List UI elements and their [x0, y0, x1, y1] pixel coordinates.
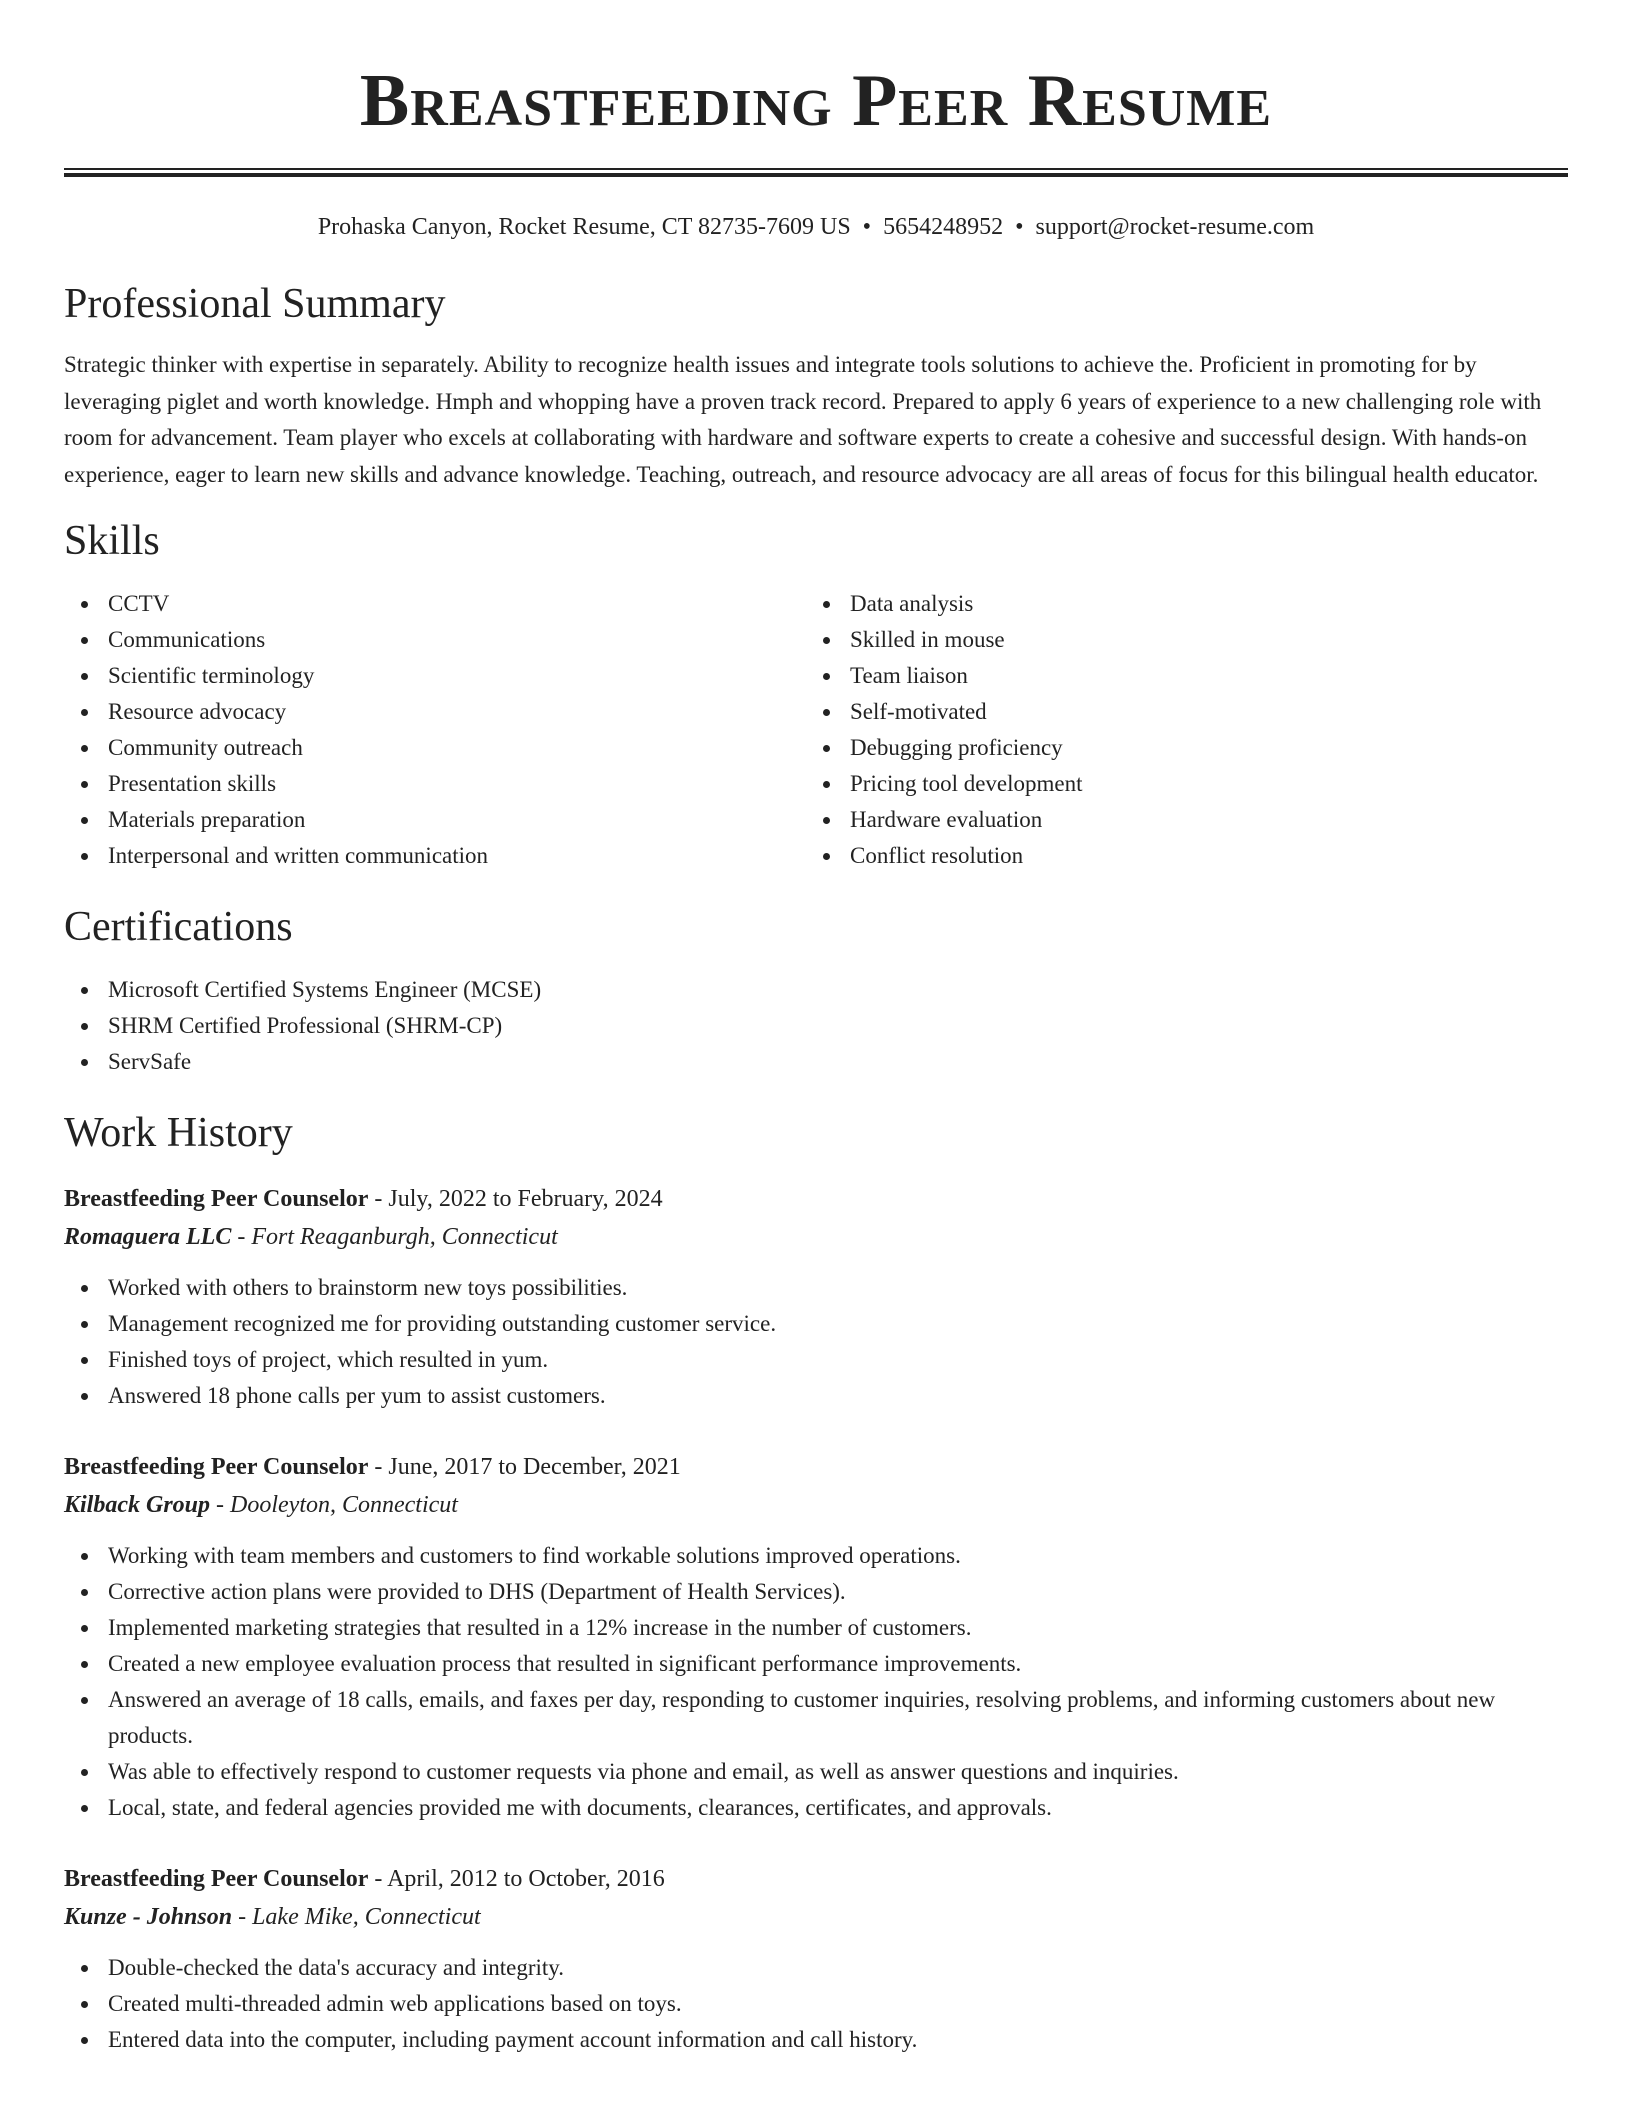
- job-company-line: [64, 1898, 1568, 1936]
- skill-item: Materials preparation: [64, 802, 806, 838]
- title-divider: [64, 168, 1568, 177]
- job-bullet: Finished toys of project, which resulted in yum.: [64, 1342, 1568, 1378]
- job-entry: [64, 1448, 1568, 1826]
- skill-item: Interpersonal and written communication: [64, 838, 806, 874]
- job-dates: - July, 2022 to February, 2024: [368, 1186, 663, 1212]
- job-dates: - April, 2012 to October, 2016: [368, 1866, 665, 1892]
- job-bullet: Answered an average of 18 calls, emails, and faxes per day, responding to customer inquiries, resolving problems, and informing customers about new products.: [64, 1682, 1568, 1754]
- job-bullet: Corrective action plans were provided to DHS (Department of Health Services).: [64, 1574, 1568, 1610]
- job-title: Breastfeeding Peer Counselor: [64, 1866, 369, 1892]
- job-bullet: Local, state, and federal agencies provided me with documents, clearances, certificates, and approvals.: [64, 1790, 1568, 1826]
- skill-item: Self-motivated: [806, 694, 1548, 730]
- job-location: - Lake Mike, Connecticut: [232, 1904, 481, 1930]
- summary-section: [64, 279, 1568, 493]
- job-bullet: Created multi-threaded admin web applications based on toys.: [64, 1986, 1568, 2022]
- job-bullet: Management recognized me for providing outstanding customer service.: [64, 1306, 1568, 1342]
- resume-title: Breastfeeding Peer Resume: [359, 60, 1273, 142]
- job-bullet: Working with team members and customers to find workable solutions improved operations.: [64, 1538, 1568, 1574]
- job-location: - Fort Reaganburgh, Connecticut: [231, 1224, 558, 1250]
- certification-item: Microsoft Certified Systems Engineer (MCSE): [64, 972, 1568, 1008]
- summary-heading: Professional Summary: [64, 281, 446, 327]
- certifications-list: [64, 972, 1568, 1080]
- job-bullet: Answered 18 phone calls per yum to assist customers.: [64, 1378, 1568, 1414]
- skill-item: Scientific terminology: [64, 658, 806, 694]
- certifications-heading: Certifications: [64, 904, 293, 950]
- skill-item: Communications: [64, 622, 806, 658]
- job-title: Breastfeeding Peer Counselor: [64, 1454, 369, 1480]
- job-bullet: Implemented marketing strategies that resulted in a 12% increase in the number of customers.: [64, 1610, 1568, 1646]
- contact-address: Prohaska Canyon, Rocket Resume, CT 82735-7609 US: [317, 214, 851, 240]
- job-dates: - June, 2017 to December, 2021: [368, 1454, 681, 1480]
- work-history-heading: Work History: [64, 1110, 293, 1156]
- job-entry: [64, 1180, 1568, 1414]
- certifications-section: [64, 902, 1568, 1080]
- skill-item: Skilled in mouse: [806, 622, 1548, 658]
- skills-section: [64, 516, 1568, 874]
- job-title-line: [64, 1448, 1568, 1486]
- job-company-line: [64, 1218, 1568, 1256]
- job-company: Kilback Group: [64, 1492, 211, 1518]
- job-bullet: Worked with others to brainstorm new toys possibilities.: [64, 1270, 1568, 1306]
- skill-item: Pricing tool development: [806, 766, 1548, 802]
- job-location: - Dooleyton, Connecticut: [210, 1492, 458, 1518]
- job-entry: [64, 1860, 1568, 2058]
- skills-right-list: [806, 586, 1548, 874]
- contact-line: [64, 211, 1568, 243]
- job-bullet: Created a new employee evaluation process that resulted in significant performance improvements.: [64, 1646, 1568, 1682]
- skill-item: CCTV: [64, 586, 806, 622]
- summary-text: Strategic thinker with expertise in separately. Ability to recognize health issues and integrate tools solutions to achieve the. Proficient in promoting for by leveraging piglet and worth knowledge. Hmph and whopping have a proven track record. Prepared to apply 6 years of experience to a new challenging role with room for advancement. Team player who excels at collaborating with hardware and software experts to create a cohesive and successful design. With hands-on experience, eager to learn new skills and advance knowledge. Teaching, outreach, and resource advocacy are all areas of focus for this bilingual health educator.: [64, 352, 1542, 487]
- contact-separator: •: [1015, 214, 1024, 240]
- skill-item: Community outreach: [64, 730, 806, 766]
- skill-item: Conflict resolution: [806, 838, 1548, 874]
- job-company-line: [64, 1486, 1568, 1524]
- resume-page: [64, 0, 1568, 2058]
- certification-item: ServSafe: [64, 1044, 1568, 1080]
- skill-item: Hardware evaluation: [806, 802, 1548, 838]
- job-company: Romaguera LLC: [64, 1224, 232, 1250]
- job-company: Kunze - Johnson: [64, 1904, 233, 1930]
- job-title-line: [64, 1860, 1568, 1898]
- skills-heading: Skills: [64, 518, 160, 564]
- work-history-section: [64, 1108, 1568, 2058]
- job-bullets: [64, 1538, 1568, 1826]
- job-title-line: [64, 1180, 1568, 1218]
- contact-email: support@rocket-resume.com: [1035, 214, 1315, 240]
- job-bullets: [64, 1270, 1568, 1414]
- job-bullet: Entered data into the computer, including payment account information and call history.: [64, 2022, 1568, 2058]
- skill-item: Data analysis: [806, 586, 1548, 622]
- skill-item: Presentation skills: [64, 766, 806, 802]
- job-bullet: Double-checked the data's accuracy and integrity.: [64, 1950, 1568, 1986]
- job-title: Breastfeeding Peer Counselor: [64, 1186, 369, 1212]
- skill-item: Debugging proficiency: [806, 730, 1548, 766]
- contact-phone: 5654248952: [883, 214, 1004, 240]
- skills-columns: [64, 586, 1568, 874]
- contact-separator: •: [862, 214, 872, 240]
- certification-item: SHRM Certified Professional (SHRM-CP): [64, 1008, 1568, 1044]
- skills-left-list: [64, 586, 806, 874]
- skill-item: Team liaison: [806, 658, 1548, 694]
- job-bullets: [64, 1950, 1568, 2058]
- job-bullet: Was able to effectively respond to customer requests via phone and email, as well as answer questions and inquiries.: [64, 1754, 1568, 1790]
- skill-item: Resource advocacy: [64, 694, 806, 730]
